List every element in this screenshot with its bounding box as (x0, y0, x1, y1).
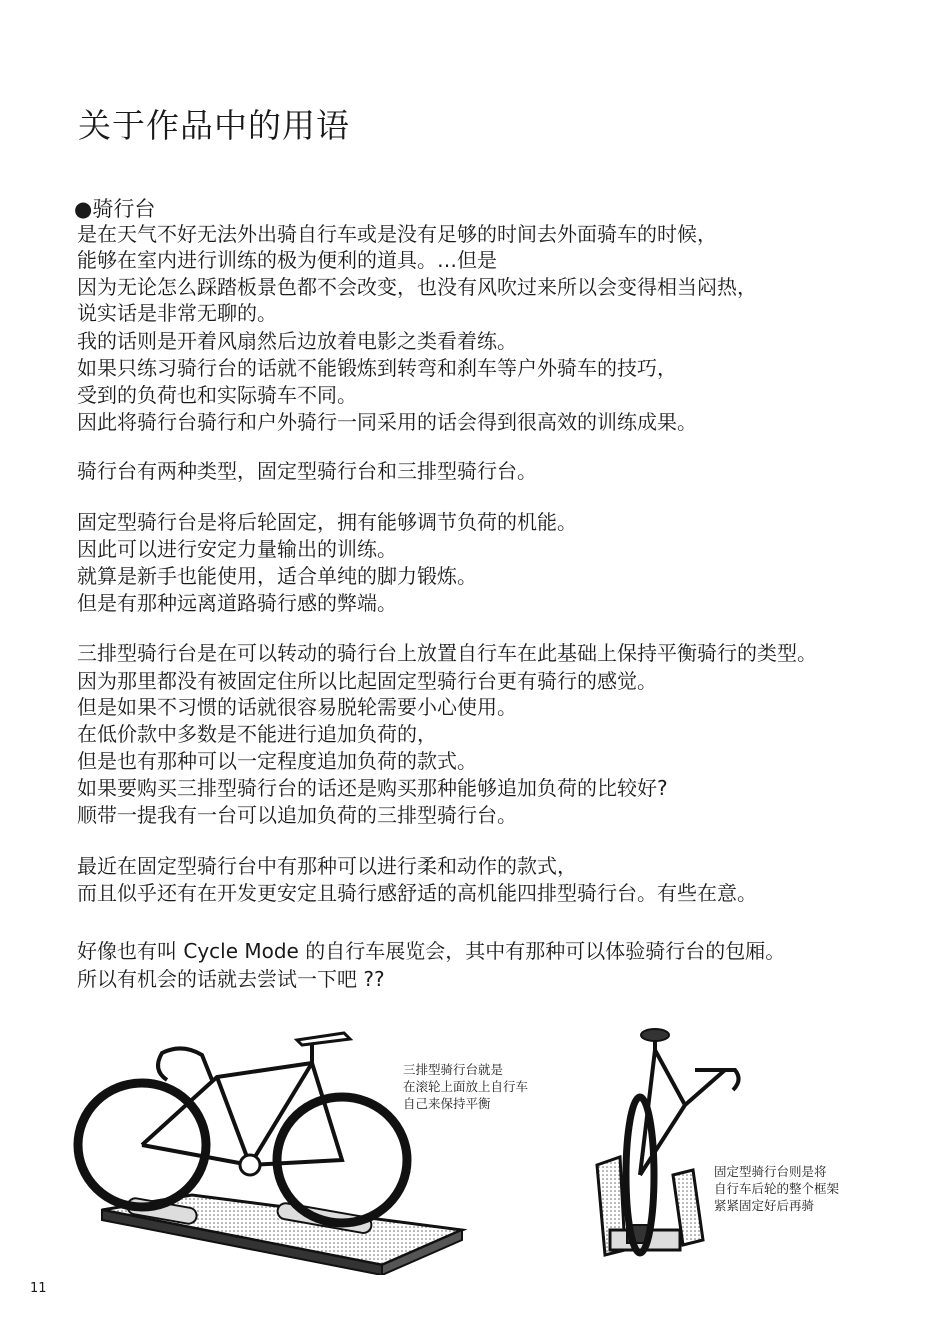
paragraph-line: 但是如果不习惯的话就很容易脱轮需要小心使用。 (77, 695, 517, 719)
paragraph-line: 三排型骑行台是在可以转动的骑行台上放置自行车在此基础上保持平衡骑行的类型。 (77, 641, 817, 665)
paragraph-line: 我的话则是开着风扇然后边放着电影之类看着练。 (77, 329, 517, 353)
caption-rollers-line: 在滚轮上面放上自行车 (403, 1079, 529, 1094)
paragraph-line: 在低价款中多数是不能进行追加负荷的， (77, 722, 437, 746)
paragraph-line: 能够在室内进行训练的极为便利的道具。…但是 (77, 248, 497, 272)
paragraph-line: 受到的负荷也和实际骑车不同。 (77, 383, 357, 407)
section-heading: ●骑行台 (74, 197, 156, 221)
caption-fixed-line: 自行车后轮的整个框架 (714, 1181, 840, 1196)
paragraph-line: 所以有机会的话就去尝试一下吧 ?? (77, 967, 385, 991)
caption-fixed-line: 紧紧固定好后再骑 (714, 1198, 815, 1213)
paragraph-line: 如果要购买三排型骑行台的话还是购买那种能够追加负荷的比较好? (77, 776, 668, 800)
paragraph-line: 因为那里都没有被固定住所以比起固定型骑行台更有骑行的感觉。 (77, 669, 657, 693)
paragraph-line: 最近在固定型骑行台中有那种可以进行柔和动作的款式， (77, 854, 577, 878)
paragraph-line: 是在天气不好无法外出骑自行车或是没有足够的时间去外面骑车的时候， (77, 222, 717, 246)
paragraph-line: 骑行台有两种类型，固定型骑行台和三排型骑行台。 (77, 459, 537, 483)
paragraph-line: 固定型骑行台是将后轮固定，拥有能够调节负荷的机能。 (77, 510, 577, 534)
paragraph-line: 但是也有那种可以一定程度追加负荷的款式。 (77, 749, 477, 773)
caption-fixed-line: 固定型骑行台则是将 (714, 1164, 827, 1179)
paragraph-line: 因此可以进行安定力量输出的训练。 (77, 537, 397, 561)
page-title: 关于作品中的用语 (78, 106, 350, 145)
paragraph-line: 但是有那种远离道路骑行感的弊端。 (77, 591, 397, 615)
paragraph-line: 而且似乎还有在开发更安定且骑行感舒适的高机能四排型骑行台。有些在意。 (77, 881, 757, 905)
page-number: 11 (30, 1281, 47, 1296)
caption-rollers-line: 自己来保持平衡 (403, 1096, 491, 1111)
paragraph-line: 因为无论怎么踩踏板景色都不会改变，也没有风吹过来所以会变得相当闷热， (77, 275, 757, 299)
fixed-trainer-illustration (585, 1025, 745, 1260)
paragraph-line: 好像也有叫 Cycle Mode 的自行车展览会，其中有那种可以体验骑行台的包厢。 (77, 939, 786, 963)
paragraph-line: 说实话是非常无聊的。 (77, 301, 277, 325)
paragraph-line: 因此将骑行台骑行和户外骑行一同采用的话会得到很高效的训练成果。 (77, 410, 697, 434)
paragraph-line: 就算是新手也能使用，适合单纯的脚力锻炼。 (77, 564, 477, 588)
caption-rollers-line: 三排型骑行台就是 (403, 1062, 504, 1077)
paragraph-line: 顺带一提我有一台可以追加负荷的三排型骑行台。 (77, 803, 517, 827)
paragraph-line: 如果只练习骑行台的话就不能锻炼到转弯和刹车等户外骑车的技巧， (77, 356, 677, 380)
